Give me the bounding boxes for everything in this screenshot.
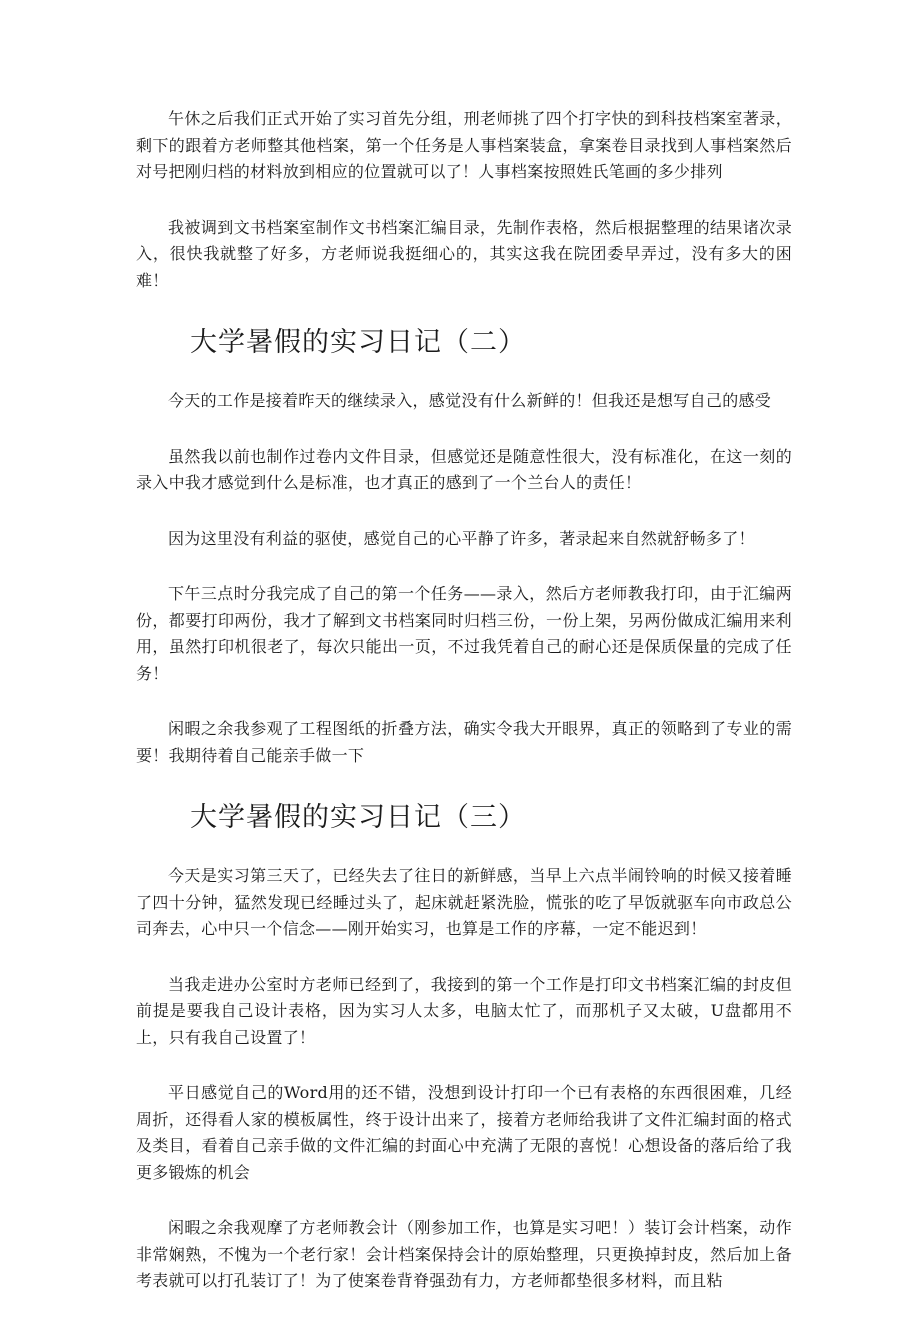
paragraph: 我被调到文书档案室制作文书档案汇编目录，先制作表格，然后根据整理的结果诸次录入，很快我就整了好多，方老师说我挺细心的，其实这我在院团委早弄过，没有多大的困难！ [136,217,792,290]
paragraph: 虽然我以前也制作过卷内文件目录，但感觉还是随意性很大，没有标准化，在这一刻的录入中我才感觉到什么是标准，也才真正的感到了一个兰台人的责任！ [136,446,792,492]
paragraph: 今天是实习第三天了，已经失去了往日的新鲜感，当早上六点半闹铃响的时候又接着睡了四十分钟，猛然发现已经睡过头了，起床就赶紧洗脸，慌张的吃了早饭就驱车向市政总公司奔去，心中只一个信念——刚开始实习，也算是工作的序幕，一定不能迟到！ [136,866,792,938]
paragraph: 因为这里没有利益的驱使，感觉自己的心平静了许多，著录起来自然就舒畅多了！ [168,528,755,548]
paragraph: 闲暇之余我参观了工程图纸的折叠方法，确实令我大开眼界，真正的领略到了专业的需要！我期待着自己能亲手做一下 [136,719,792,765]
paragraph: 午休之后我们正式开始了实习首先分组，刑老师挑了四个打字快的到科技档案室著录，剩下的跟着方老师整其他档案，第一个任务是人事档案装盒，拿案卷目录找到人事档案然后对号把刚归档的材料放到相应的位置就可以了！人事档案按照姓氏笔画的多少排列 [136,109,792,181]
paragraph: 平日感觉自己的Word用的还不错，没想到设计打印一个已有表格的东西很困难，几经周折，还得看人家的模板属性，终于设计出来了，接着方老师给我讲了文件汇编封面的格式及类目，看着自己亲手做的文件汇编的封面心中充满了无限的喜悦！心想设备的落后给了我更多锻炼的机会 [136,1083,792,1182]
paragraph: 当我走进办公室时方老师已经到了，我接到的第一个工作是打印文书档案汇编的封皮但前提是要我自己设计表格，因为实习人太多，电脑太忙了，而那机子又太破，U盘都用不上，只有我自己设置了！ [136,974,792,1047]
document-page [136,106,792,1324]
paragraph: 闲暇之余我观摩了方老师教会计（刚参加工作，也算是实习吧！）装订会计档案，动作非常娴熟，不愧为一个老行家！会计档案保持会计的原始整理，只更换掉封皮，然后加上备考表就可以打孔装订了！为了使案卷背脊强劲有力，方老师都垫很多材料，而且粘 [136,1218,792,1290]
section-heading: 大学暑假的实习日记（二） [190,327,526,358]
paragraph: 今天的工作是接着昨天的继续录入，感觉没有什么新鲜的！但我还是想写自己的感受 [168,391,772,410]
paragraph: 下午三点时分我完成了自己的第一个任务——录入，然后方老师教我打印，由于汇编两份，都要打印两份，我才了解到文书档案同时归档三份，一份上架，另两份做成汇编用来利用，虽然打印机很老了，每次只能出一页，不过我凭着自己的耐心还是保质保量的完成了任务！ [136,584,792,683]
section-heading: 大学暑假的实习日记（三） [190,802,526,833]
